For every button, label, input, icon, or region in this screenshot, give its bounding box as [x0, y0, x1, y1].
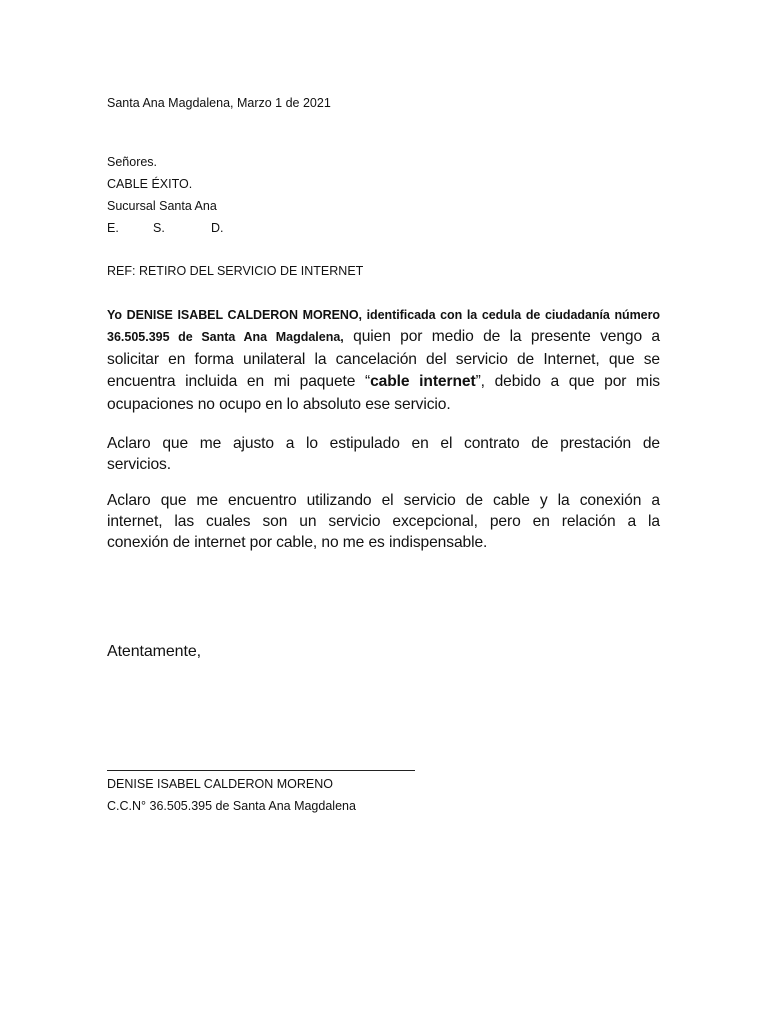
- p1-line-4: [107, 371, 660, 394]
- esd-d: D.: [211, 221, 224, 235]
- p2-line-1: Aclaro que me ajusto a lo estipulado en el contrato de prestación de: [107, 435, 660, 452]
- p1-line-2-rest: quien por medio de la presente vengo a: [343, 328, 661, 345]
- id-bold-text: 36.505.395 de Santa Ana Magdalena,: [107, 330, 344, 344]
- p1-line-1: Yo DENISE ISABEL CALDERON MORENO, identificada con la cedula de ciudadanía número: [107, 308, 660, 322]
- company-name: CABLE ÉXITO.: [107, 177, 193, 191]
- p2-line-2: servicios.: [107, 456, 171, 473]
- esd-line: [107, 217, 224, 239]
- recipient-block: [107, 151, 224, 239]
- signer-name: DENISE ISABEL CALDERON MORENO: [107, 777, 333, 791]
- paragraph-1: [107, 304, 660, 416]
- p1-line-2: [107, 326, 660, 349]
- branch-name: Sucursal Santa Ana: [107, 199, 217, 213]
- signature-block: [107, 773, 356, 817]
- esd-s: S.: [153, 221, 165, 235]
- signer-id: C.C.N° 36.505.395 de Santa Ana Magdalena: [107, 799, 356, 813]
- p3-line-2: internet, las cuales son un servicio excepcional, pero en relación a la: [107, 513, 660, 530]
- p1-line-5: ocupaciones no ocupo en lo absoluto ese servicio.: [107, 395, 451, 413]
- cable-internet-bold: cable internet: [370, 373, 476, 390]
- paragraph-2: [107, 433, 660, 475]
- p1-line-4-pre: encuentra incluida en mi paquete “: [107, 373, 371, 390]
- p1-line-3: solicitar en forma unilateral la cancelación del servicio de Internet, que se: [107, 350, 660, 368]
- p1-line-4-post: ”, debido a que por mis: [475, 373, 661, 390]
- salutation: Señores.: [107, 155, 158, 169]
- paragraph-3: [107, 490, 660, 553]
- place-date: Santa Ana Magdalena, Marzo 1 de 2021: [107, 96, 331, 110]
- esd-e: E.: [107, 221, 119, 235]
- signature-line: [107, 770, 415, 771]
- p3-line-3: conexión de internet por cable, no me es indispensable.: [107, 534, 488, 551]
- closing: Atentamente,: [107, 643, 201, 660]
- p3-line-1: Aclaro que me encuentro utilizando el servicio de cable y la conexión a: [107, 492, 660, 509]
- reference-line: REF: RETIRO DEL SERVICIO DE INTERNET: [107, 264, 364, 278]
